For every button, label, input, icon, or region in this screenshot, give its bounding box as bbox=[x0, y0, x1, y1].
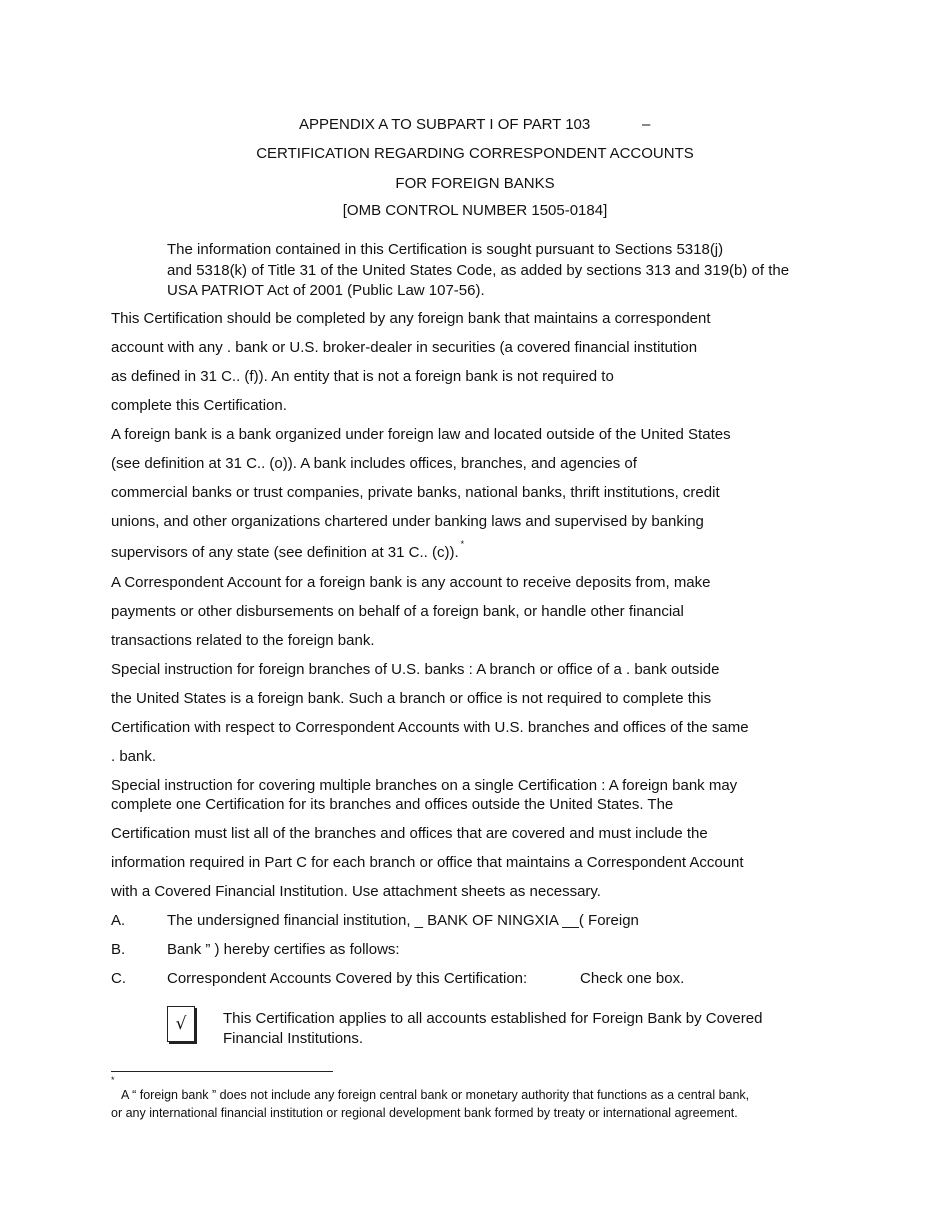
paragraph-line: Certification must list all of the branches and offices that are covered and must include the bbox=[111, 825, 708, 842]
paragraph-line: commercial banks or trust companies, private banks, national banks, thrift institutions, credit bbox=[111, 484, 720, 501]
item-label: C. bbox=[111, 970, 126, 987]
checkbox-text-line: This Certification applies to all accounts established for Foreign Bank by Covered bbox=[223, 1010, 763, 1027]
paragraph-line: transactions related to the foreign bank. bbox=[111, 632, 375, 649]
paragraph-line: This Certification should be completed by any foreign bank that maintains a correspondent bbox=[111, 310, 711, 327]
footnote-reference: * bbox=[460, 539, 465, 549]
paragraph-line: as defined in 31 C.. (f)). An entity that is not a foreign bank is not required to bbox=[111, 368, 614, 385]
appendix-title: APPENDIX A TO SUBPART I OF PART 103 bbox=[299, 116, 591, 133]
footnote-line: or any international financial institution or regional development bank formed by treaty or international agreement. bbox=[111, 1106, 738, 1120]
intro-line: The information contained in this Certification is sought pursuant to Sections 5318(j) bbox=[167, 241, 724, 258]
item-text: The undersigned financial institution, _ BANK OF NINGXIA __( Foreign bbox=[167, 912, 639, 929]
paragraph-line: (see definition at 31 C.. (o)). A bank includes offices, branches, and agencies of bbox=[111, 455, 637, 472]
paragraph-line: account with any . bank or U.S. broker-dealer in securities (a covered financial institution bbox=[111, 339, 698, 356]
paragraph-line: Special instruction for foreign branches of U.S. banks : A branch or office of a . bank outside bbox=[111, 661, 720, 678]
omb-control-number: [OMB CONTROL NUMBER 1505-0184] bbox=[342, 202, 608, 219]
paragraph-line: A Correspondent Account for a foreign bank is any account to receive deposits from, make bbox=[111, 574, 711, 591]
footnote-mark: * bbox=[111, 1075, 115, 1085]
certification-title: CERTIFICATION REGARDING CORRESPONDENT ACCOUNTS bbox=[256, 145, 694, 162]
paragraph-line: supervisors of any state (see definition at 31 C.. (c)). * bbox=[111, 539, 465, 561]
item-label: A. bbox=[111, 912, 126, 929]
checkbox-text-line: Financial Institutions. bbox=[223, 1030, 364, 1047]
paragraph-line: Certification with respect to Correspondent Accounts with U.S. branches and offices of the same bbox=[111, 719, 749, 736]
item-text: Correspondent Accounts Covered by this Certification: bbox=[167, 970, 528, 987]
paragraph-line: payments or other disbursements on behalf of a foreign bank, or handle other financial bbox=[111, 603, 684, 620]
footnote-divider bbox=[111, 1071, 333, 1072]
paragraph-line: with a Covered Financial Institution. Use attachment sheets as necessary. bbox=[111, 883, 601, 900]
checkmark-icon: √ bbox=[175, 1014, 187, 1034]
intro-line: and 5318(k) of Title 31 of the United States Code, as added by sections 313 and 319(b) of the bbox=[167, 262, 790, 279]
paragraph-line: A foreign bank is a bank organized under foreign law and located outside of the United States bbox=[111, 426, 731, 443]
paragraph-line: complete this Certification. bbox=[111, 397, 287, 414]
paragraph-line: Special instruction for covering multiple branches on a single Certification : A foreign bank may bbox=[111, 777, 738, 794]
paragraph-line: the United States is a foreign bank. Such a branch or office is not required to complete this bbox=[111, 690, 712, 707]
paragraph-line: . bank. bbox=[111, 748, 157, 765]
check-one-box-instruction: Check one box. bbox=[580, 970, 685, 987]
paragraph-line: unions, and other organizations chartered under banking laws and supervised by banking bbox=[111, 513, 704, 530]
footnote-line: A “ foreign bank ” does not include any foreign central bank or monetary authority that functions as a central bank, bbox=[121, 1088, 750, 1102]
all-accounts-checkbox[interactable] bbox=[167, 1006, 195, 1042]
foreign-banks-title: FOR FOREIGN BANKS bbox=[395, 175, 555, 192]
paragraph-line: complete one Certification for its branches and offices outside the United States. The bbox=[111, 796, 674, 813]
item-label: B. bbox=[111, 941, 126, 958]
item-text: Bank ” ) hereby certifies as follows: bbox=[167, 941, 400, 958]
paragraph-line: information required in Part C for each branch or office that maintains a Correspondent Account bbox=[111, 854, 744, 871]
intro-line: USA PATRIOT Act of 2001 (Public Law 107-56). bbox=[167, 282, 485, 299]
title-dash: – bbox=[642, 116, 651, 133]
